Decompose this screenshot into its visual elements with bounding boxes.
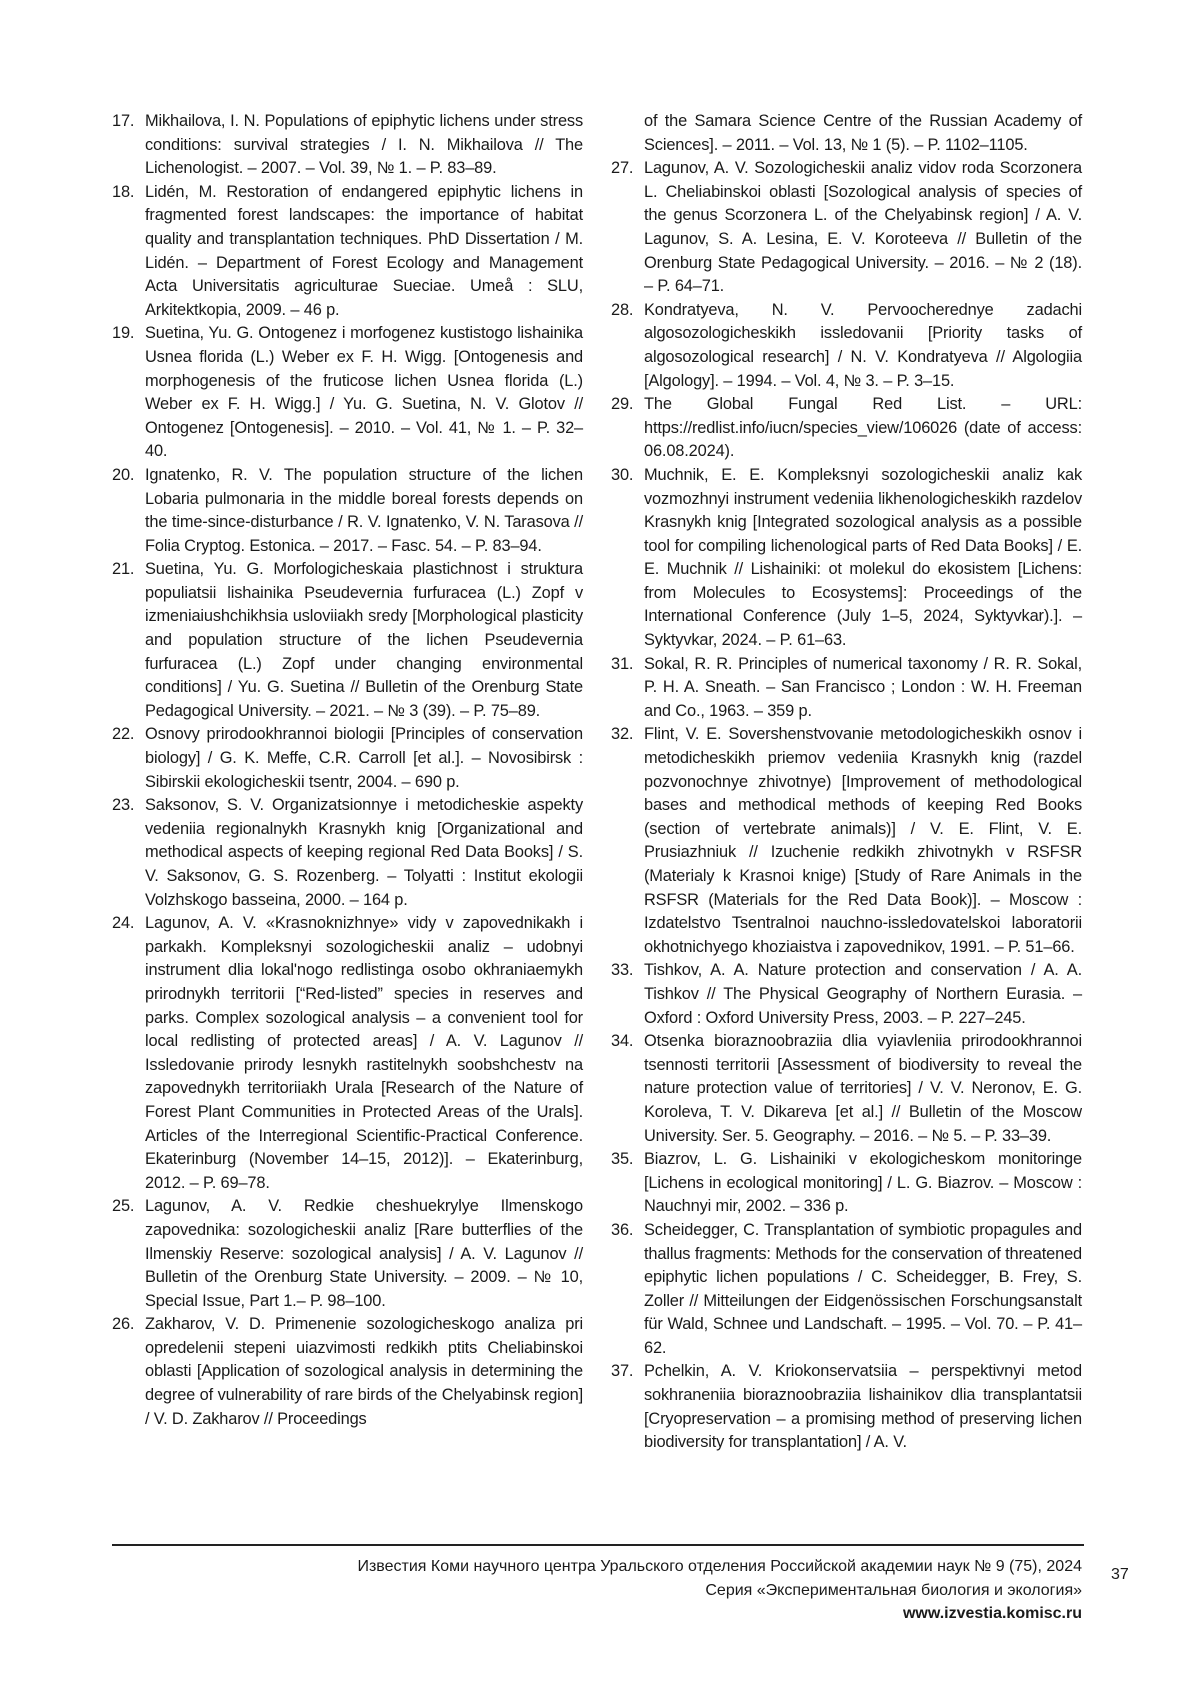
reference-item [112, 110, 583, 181]
footer-series: Серия «Экспериментальная биология и экология» [705, 1581, 1082, 1599]
reference-number: 30. [611, 465, 634, 484]
footer-rule [112, 1544, 1084, 1546]
reference-item [611, 1148, 1082, 1219]
reference-number: 35. [611, 1150, 634, 1169]
reference-number: 26. [112, 1315, 135, 1334]
reference-number: 31. [611, 654, 634, 673]
reference-number: 17. [112, 112, 135, 130]
reference-item [611, 464, 1082, 653]
reference-item [112, 322, 583, 464]
footer-journal: Известия Коми научного центра Уральского отделения Российской академии наук № 9 (75), 2024 [357, 1558, 1082, 1575]
reference-number: 28. [611, 300, 634, 319]
reference-text: Lagunov, A. V. Redkie cheshuekrylye Ilmenskogo zapovednika: sozologicheskii analiz [Rare butterflies of the Ilmenskiy Reserve: sozological analysis] / A. V. Lagunov // Bulletin of the Orenburg State University. – 2009. – № 10, Special Issue, Part 1.– P. 98–100. [145, 1197, 583, 1310]
reference-text: Flint, V. E. Sovershenstvovanie metodologicheskikh osnov i metodicheskikh priemov vedeniia Krasnykh knig (razdel pozvonochnye zhivotnye) [Improvement of methodological bases and methodical methods of keeping Red Books (section of vertebrate animals)] / V. E. Flint, V. E. Prusiazhniuk // Izuchenie redkikh zhivotnykh v RSFSR (Materialy k Krasnoi knige) [Study of Rare Animals in the RSFSR (Materials for the Red Data Book)]. – Moscow : Izdatelstvo Tsentralnoi nauchno-issledovatelskoi laboratorii okhotnichyego khoziaistva i zapovednikov, 1991. – P. 51–66. [644, 725, 1082, 956]
reference-text: Lagunov, A. V. «Krasnoknizhnye» vidy v zapovednikakh i parkakh. Kompleksnyi sozologicheskii analiz – udobnyi instrument dlia lokal'nogo redlistinga osobo okhraniaemykh prirodnykh territorii [“Red-listed” species in reserves and parks. Complex sozological analysis – a convenient tool for local redlisting of protected areas] / A. V. Lagunov // Issledovanie prirody lesnykh rastitelnykh soobshchestv na zapovednykh territoriiakh Urala [Research of the Nature of Forest Plant Communities in Protected Areas of the Urals]. Articles of the Interregional Scientific-Practical Conference. Ekaterinburg (November 14–15, 2012)]. – Ekaterinburg, 2012. – P. 69–78. [145, 914, 583, 1192]
reference-text: Lidén, M. Restoration of endangered epiphytic lichens in fragmented forest landscapes: the importance of habitat quality and transplantation techniques. PhD Dissertation / M. Lidén. – Department of Forest Ecology and Management Acta Universitatis agriculturae Sueciae. Umeå : SLU, Arkitektkopia, 2009. – 46 p. [145, 182, 583, 319]
reference-number: 23. [112, 796, 135, 815]
reference-text: Scheidegger, C. Transplantation of symbiotic propagules and thallus fragments: Methods for the conservation of threatened epiphytic lichen populations / C. Scheidegger, B. Frey, S. Zoller // Mitteilungen der Eidgenössischen Forschungsanstalt für Wald, Schnee und Landschaft. – 1995. – Vol. 70. – P. 41–62. [644, 1220, 1082, 1357]
reference-item [112, 1313, 583, 1431]
reference-text: Tishkov, A. A. Nature protection and conservation / A. A. Tishkov // The Physical Geography of Northern Eurasia. – Oxford : Oxford University Press, 2003. – P. 227–245. [644, 961, 1082, 1027]
reference-number: 33. [611, 961, 634, 980]
reference-number: 27. [611, 159, 634, 178]
reference-number: 24. [112, 914, 135, 933]
reference-number: 37. [611, 1362, 634, 1381]
reference-text: Ignatenko, R. V. The population structure of the lichen Lobaria pulmonaria in the middle boreal forests depends on the time-since-disturbance / R. V. Ignatenko, V. N. Tarasova // Folia Cryptog. Estonica. – 2017. – Fasc. 54. – P. 83–94. [145, 465, 583, 555]
footer-url[interactable]: www.izvestia.komisc.ru [902, 1605, 1082, 1622]
reference-text: Lagunov, A. V. Sozologicheskii analiz vidov roda Scorzonera L. Cheliabinskoi oblasti [Sozological analysis of species of the genus Scorzonera L. of the Chelyabinsk region] / A. V. Lagunov, S. A. Lesina, E. V. Koroteeva // Bulletin of the Orenburg State Pedagogical University. – 2016. – № 2 (18). – P. 64–71. [644, 159, 1082, 296]
reference-item [112, 181, 583, 323]
reference-item [611, 157, 1082, 299]
reference-item [611, 1219, 1082, 1361]
left-column [112, 110, 583, 1431]
reference-text: Mikhailova, I. N. Populations of epiphytic lichens under stress conditions: survival strategies / I. N. Mikhailova // The Lichenologist. – 2007. – Vol. 39, № 1. – P. 83–89. [145, 112, 583, 178]
reference-item [611, 653, 1082, 724]
reference-number: 22. [112, 725, 135, 744]
reference-number: 32. [611, 725, 634, 744]
reference-text: Pchelkin, A. V. Kriokonservatsiia – perspektivnyi metod sokhraneniia bioraznoobraziia lishainikov dlia transplantatsii [Cryopreservation – a promising method of preserving lichen biodiversity for transplantation] / A. V. [644, 1362, 1082, 1452]
reference-text: Osnovy prirodookhrannoi biologii [Principles of conservation biology] / G. K. Meffe, C.R. Carroll [et al.]. – Novosibirsk : Sibirskii ekologicheskii tsentr, 2004. – 690 p. [145, 725, 583, 791]
reference-number: 19. [112, 324, 135, 343]
reference-item [611, 393, 1082, 464]
reference-text: Biazrov, L. G. Lishainiki v ekologicheskom monitoringe [Lichens in ecological monitoring] / L. G. Biazrov. – Moscow : Nauchnyi mir, 2002. – 336 p. [644, 1150, 1082, 1216]
reference-item [611, 723, 1082, 959]
reference-number: 36. [611, 1220, 634, 1239]
reference-item [611, 1360, 1082, 1454]
reference-text: Otsenka bioraznoobraziia dlia vyiavleniia prirodookhrannoi tsennosti territorii [Assessment of biodiversity to reveal the nature protection value of territories] / V. V. Neronov, E. G. Koroleva, T. V. Dikareva [et al.] // Bulletin of the Moscow University. Ser. 5. Geography. – 2016. – № 5. – P. 33–39. [644, 1032, 1082, 1145]
reference-text: Sokal, R. R. Principles of numerical taxonomy / R. R. Sokal, P. H. A. Sneath. – San Francisco ; London : W. H. Freeman and Co., 1963. – 359 p. [644, 654, 1082, 720]
reference-item [611, 959, 1082, 1030]
reference-item [112, 1195, 583, 1313]
page-number: 37 [1111, 1566, 1129, 1583]
reference-text: Kondratyeva, N. V. Pervoocherednye zadachi algosozologicheskikh issledovanii [Priority tasks of algosozological research] / N. V. Kondratyeva // Algologiia [Algology]. – 1994. – Vol. 4, № 3. – P. 3–15. [644, 300, 1082, 390]
reference-number: 21. [112, 560, 135, 579]
reference-item [611, 299, 1082, 393]
right-column [611, 110, 1082, 1455]
reference-item [611, 1030, 1082, 1148]
reference-text: Muchnik, E. E. Kompleksnyi sozologicheskii analiz kak vozmozhnyi instrument vedeniia likhenologicheskikh razdelov Krasnykh knig [Integrated sozological analysis as a possible tool for compiling lichenological parts of Red Data Books] / E. E. Muchnik // Lishainiki: ot molekul do ekosistem [Lichens: from Molecules to Ecosystems]: Proceedings of the International Conference (July 1–5, 2024, Syktyvkar).]. – Syktyvkar, 2024. – P. 61–63. [644, 465, 1082, 650]
reference-number: 29. [611, 395, 634, 414]
reference-item [112, 794, 583, 912]
reference-number: 34. [611, 1032, 634, 1051]
reference-item [112, 464, 583, 558]
reference-item [112, 723, 583, 794]
reference-text: Suetina, Yu. G. Morfologicheskaia plastichnost i struktura populiatsii lishainika Pseudevernia furfuracea (L.) Zopf v izmeniaiushchikhsia usloviiakh sredy [Morphological plasticity and population structure of the lichen Pseudevernia furfuracea (L.) Zopf under changing environmental conditions] / Yu. G. Suetina // Bulletin of the Orenburg State Pedagogical University. – 2021. – № 3 (39). – P. 75–89. [145, 560, 583, 720]
reference-text: The Global Fungal Red List. – URL: https://redlist.info/iucn/species_view/106026 (date of access: 06.08.2024). [644, 395, 1082, 461]
reference-text: Saksonov, S. V. Organizatsionnye i metodicheskie aspekty vedeniia regionalnykh Krasnykh knig [Organizational and methodical aspects of keeping regional Red Data Books] / S. V. Saksonov, G. S. Rozenberg. – Tolyatti : Institut ekologii Volzhskogo basseina, 2000. – 164 p. [145, 796, 583, 909]
reference-text: Suetina, Yu. G. Ontogenez i morfogenez kustistogo lishainika Usnea florida (L.) Weber ex F. H. Wigg. [Ontogenesis and morphogenesis of the fruticose lichen Usnea florida (L.) Weber ex F. H. Wigg.] / Yu. G. Suetina, N. V. Glotov // Ontogenez [Ontogenesis]. – 2010. – Vol. 41, № 1. – P. 32–40. [145, 324, 583, 461]
reference-number: 25. [112, 1197, 135, 1216]
continued-reference-text: of the Samara Science Centre of the Russian Academy of Sciences]. – 2011. – Vol. 13, № 1 (5). – P. 1102–1105. [644, 112, 1082, 154]
reference-item [112, 912, 583, 1195]
reference-text: Zakharov, V. D. Primenenie sozologicheskogo analiza pri opredelenii stepeni uiazvimosti redkikh ptits Cheliabinskoi oblasti [Application of sozological analysis in determining the degree of vulnerability of rare birds of the Chelyabinsk region] / V. D. Zakharov // Proceedings [145, 1315, 583, 1428]
footer [357, 1555, 1082, 1626]
reference-item [112, 558, 583, 723]
reference-number: 20. [112, 465, 135, 484]
reference-number: 18. [112, 182, 135, 201]
